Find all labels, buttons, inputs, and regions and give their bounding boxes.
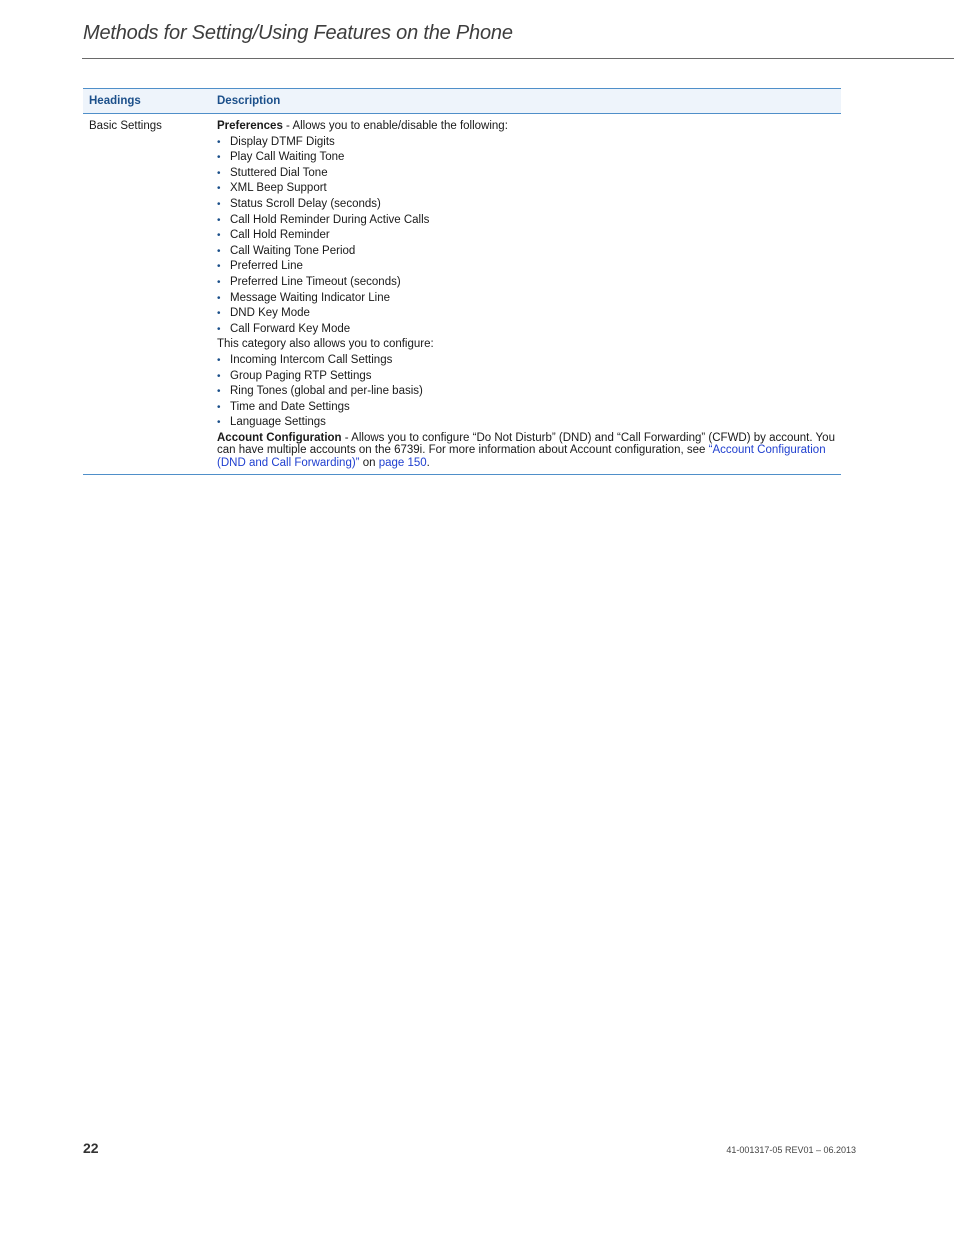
preferences-text: - Allows you to enable/disable the following: [282, 120, 508, 132]
page-reference-link[interactable]: page 150 [378, 456, 427, 469]
list-item: • Incoming Intercom Call Settings [217, 353, 836, 369]
table-header [83, 89, 841, 114]
list-item: • Call Waiting Tone Period [217, 244, 836, 260]
page-title: Methods for Setting/Using Features on the Phone [83, 22, 513, 44]
title-divider [82, 58, 954, 59]
list-item: • XML Beep Support [217, 181, 836, 197]
list-item: • Play Call Waiting Tone [217, 150, 836, 166]
list-item: • Ring Tones (global and per-line basis) [217, 384, 836, 400]
list-item: • Status Scroll Delay (seconds) [217, 197, 836, 213]
preferences-intro [217, 119, 836, 135]
list-item: • Stuttered Dial Tone [217, 166, 836, 182]
list-item: • Time and Date Settings [217, 400, 836, 416]
preferences-list [217, 135, 836, 338]
configure-intro: This category also allows you to configure: [217, 338, 434, 351]
list-item: • Message Waiting Indicator Line [217, 291, 836, 307]
row-description [217, 119, 841, 469]
page-number: 22 [83, 1140, 99, 1156]
account-on-text: on [359, 456, 379, 469]
list-item: • Group Paging RTP Settings [217, 369, 836, 385]
column-header-headings: Headings [89, 95, 141, 107]
list-item: • Language Settings [217, 415, 836, 431]
row-heading: Basic Settings [89, 120, 162, 132]
account-title: Account Configuration [217, 431, 342, 444]
account-configuration-paragraph [217, 432, 836, 470]
list-item: • Call Hold Reminder During Active Calls [217, 213, 836, 229]
list-item: • Display DTMF Digits [217, 135, 836, 151]
list-item: • Call Forward Key Mode [217, 322, 836, 338]
list-item: • DND Key Mode [217, 306, 836, 322]
list-item: • Preferred Line [217, 259, 836, 275]
document-id: 41-001317-05 REV01 – 06.2013 [726, 1145, 856, 1155]
account-configuration-link[interactable]: “Account Configuration (DND and Call Forwarding)” [217, 444, 826, 469]
account-text: - Allows you to configure “Do Not Disturb” (DND) and “Call Forwarding” (CFWD) by account. You can have multiple accounts on the 6739i. For more information about Account configuration, see [217, 431, 835, 457]
preferences-title: Preferences [217, 120, 283, 132]
settings-table [83, 88, 841, 475]
table-row [83, 114, 841, 474]
list-item: • Preferred Line Timeout (seconds) [217, 275, 836, 291]
account-end: . [426, 456, 430, 469]
list-item: • Call Hold Reminder [217, 228, 836, 244]
configure-list [217, 353, 836, 431]
column-header-description: Description [217, 95, 281, 107]
